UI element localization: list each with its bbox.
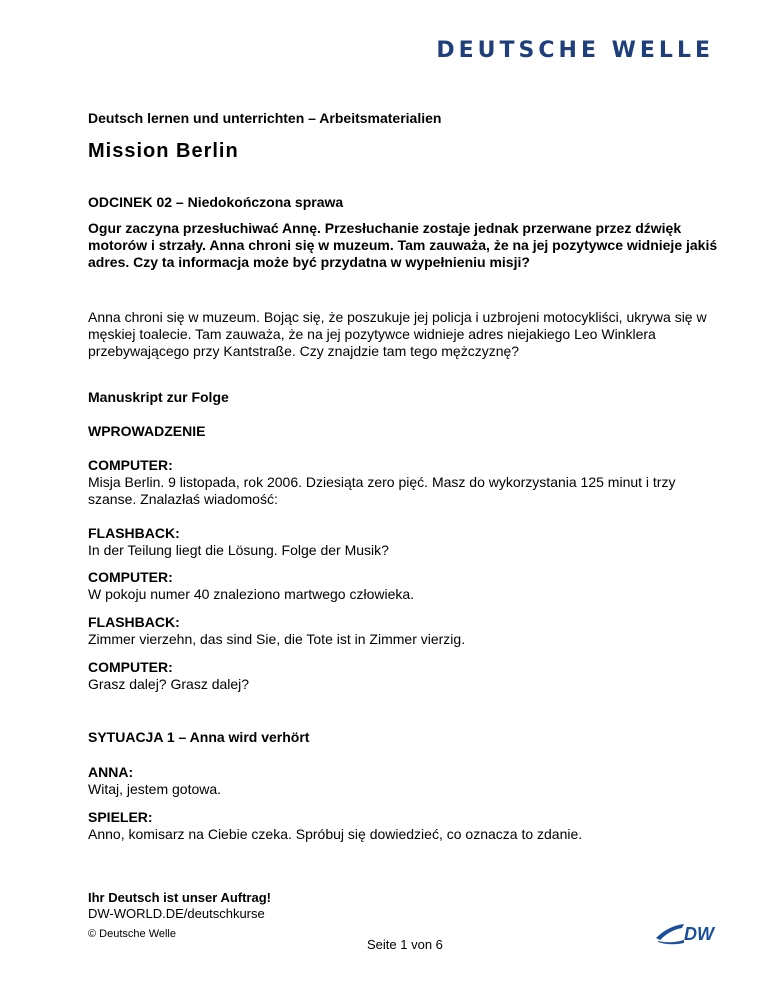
speaker-label: ANNA: — [88, 764, 134, 780]
dialogue-block — [88, 525, 718, 559]
speaker-label: COMPUTER: — [88, 659, 173, 675]
document-title: Mission Berlin — [88, 140, 239, 162]
dialogue-line: Zimmer vierzehn, das sind Sie, die Tote ist in Zimmer vierzig. — [88, 631, 466, 647]
dw-logo-icon — [654, 918, 716, 946]
manuscript-heading: Manuskript zur Folge — [88, 389, 229, 405]
speaker-label: FLASHBACK: — [88, 614, 180, 630]
brand-wordmark: DEUTSCHE WELLE — [436, 38, 714, 63]
page-number: Seite 1 von 6 — [367, 937, 443, 952]
speaker-label: COMPUTER: — [88, 457, 173, 473]
dialogue-line: W pokoju numer 40 znaleziono martwego człowieka. — [88, 586, 415, 602]
dialogue-block — [88, 659, 718, 693]
speaker-label: COMPUTER: — [88, 569, 173, 585]
episode-summary: Anna chroni się w muzeum. Bojąc się, że poszukuje jej policja i uzbrojeni motocykliści, ukrywa się w męskiej toalecie. Tam zauważa, że na jej pozytywce widnieje adres niejakiego Leo Winklera przebywającego przy Kantstraße. Czy znajdzie tam tego mężczyznę? — [88, 309, 707, 359]
dialogue-line: Misja Berlin. 9 listopada, rok 2006. Dziesiąta zero pięć. Masz do wykorzystania 125 minut i trzy szanse. Znalazłaś wiadomość: — [88, 474, 676, 507]
intro-heading: WPROWADZENIE — [88, 423, 206, 439]
footer-url: DW-WORLD.DE/deutschkurse — [88, 906, 265, 921]
logo-swoosh — [656, 924, 684, 940]
speaker-label: SPIELER: — [88, 809, 153, 825]
dialogue-line: Anno, komisarz na Ciebie czeka. Spróbuj się dowiedzieć, co oznacza to zdanie. — [88, 826, 583, 842]
episode-heading: ODCINEK 02 – Niedokończona sprawa — [88, 194, 344, 210]
footer-copyright: © Deutsche Welle — [88, 928, 176, 940]
dialogue-line: In der Teilung liegt die Lösung. Folge der Musik? — [88, 542, 389, 558]
footer-slogan: Ihr Deutsch ist unser Auftrag! — [88, 890, 271, 905]
dialogue-line: Witaj, jestem gotowa. — [88, 781, 222, 797]
dialogue-line: Grasz dalej? Grasz dalej? — [88, 676, 250, 692]
episode-lead: Ogur zaczyna przesłuchiwać Annę. Przesłuchanie zostaje jednak przerwane przez dźwięk motorów i strzały. Anna chroni się w muzeum. Tam zauważa, że na jej pozytywce widnieje jakiś adres. Czy ta informacja może być przydatna w wypełnieniu misji? — [88, 220, 718, 270]
logo-text: DW — [684, 924, 714, 944]
dialogue-block — [88, 457, 718, 508]
situation-heading: SYTUACJA 1 – Anna wird verhört — [88, 729, 310, 745]
dialogue-block — [88, 569, 718, 603]
dialogue-block — [88, 614, 718, 648]
document-subtitle: Deutsch lernen und unterrichten – Arbeitsmaterialien — [88, 110, 442, 126]
logo-swoosh-lower — [658, 940, 684, 944]
dialogue-block — [88, 764, 718, 798]
dialogue-block — [88, 809, 718, 843]
speaker-label: FLASHBACK: — [88, 525, 180, 541]
